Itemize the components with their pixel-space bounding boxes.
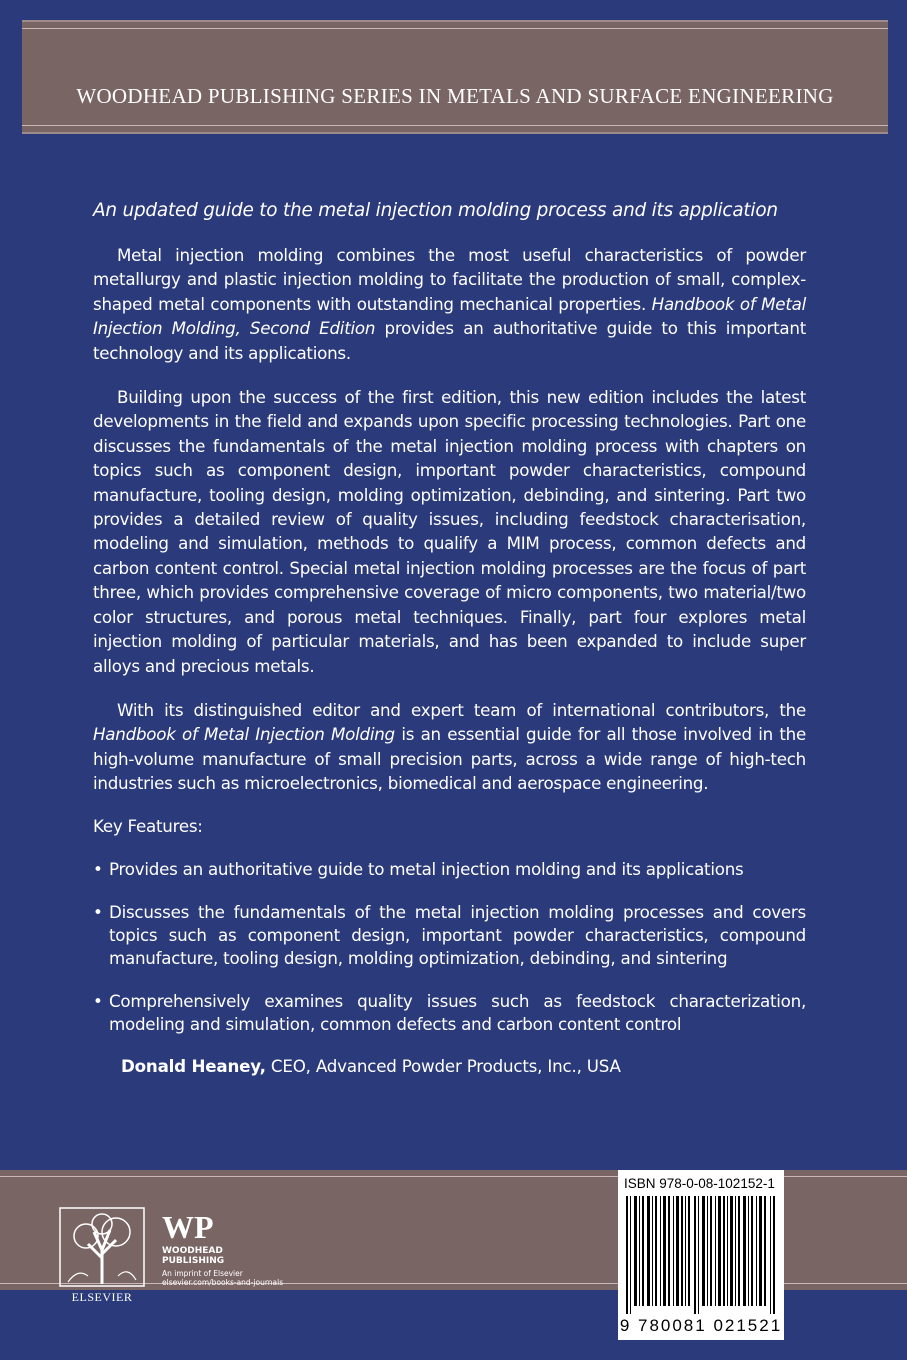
- feature-text: Provides an authoritative guide to metal injection molding and its applications: [109, 858, 744, 879]
- key-features-title: Key Features:: [93, 815, 203, 836]
- woodhead-logo: [162, 1209, 302, 1287]
- list-item: [93, 901, 806, 970]
- bullet: •: [93, 858, 103, 879]
- feature-text: Discusses the fundamentals of the metal injection molding processes and covers topics such as component design, important powder characteristics, compound manufacture, tooling design, molding optimization, debinding, and sintering: [109, 901, 806, 968]
- list-item: [93, 990, 806, 1036]
- barcode-icon: [626, 1196, 776, 1314]
- reviewer-affiliation: CEO, Advanced Powder Products, Inc., USA: [265, 1055, 621, 1076]
- back-cover-text: [93, 200, 806, 1076]
- series-banner: [22, 20, 888, 134]
- description-paragraph-2: Building upon the success of the first edition, this new edition includes the latest developments in the field and expands upon specific processing technologies. Part one discusses the fundamentals of the metal injection molding process with chapters on topics such as component design, important powder characteristics, compound manufacture, tooling design, molding optimization, debinding, and sintering. Part two provides a detailed review of quality issues, including feedstock characterisation, modeling and simulation, methods to qualify a MIM process, common defects and carbon content control. Special metal injection molding processes are the focus of part three, which provides comprehensive coverage of micro components, two material/two color structures, and porous metal techniques. Finally, part four explores metal injection molding of particular materials, and has been expanded to include super alloys and precious metals.: [93, 387, 806, 676]
- bullet: •: [93, 901, 103, 922]
- key-features-list: [93, 858, 806, 1036]
- wp-name-2: PUBLISHING: [162, 1256, 225, 1266]
- elsevier-logo: [58, 1206, 146, 1308]
- isbn-barcode-box: [618, 1170, 784, 1340]
- imprint-line-2: elsevier.com/books-and-journals: [162, 1278, 284, 1287]
- series-rule-bottom: [22, 125, 888, 126]
- imprint-line-1: An imprint of Elsevier: [162, 1269, 243, 1278]
- wp-mark: WP: [162, 1209, 214, 1245]
- barcode-digits: 9 780081 021521: [619, 1316, 783, 1335]
- list-item: [93, 858, 806, 881]
- tagline: An updated guide to the metal injection molding process and its application: [93, 200, 778, 221]
- bullet: •: [93, 990, 103, 1011]
- isbn-label: ISBN 978-0-08-102152-1: [624, 1176, 775, 1191]
- series-rule-top: [22, 28, 888, 29]
- p3-text-b: is an essential guide for all those involved in the high-volume manufacture of small precision parts, across a wide range of high-tech industries such as microelectronics, biomedical and aerospace engineering.: [93, 724, 806, 794]
- top-band: [0, 0, 907, 148]
- description-paragraph-1: [93, 243, 806, 365]
- reviewer-name: Donald Heaney,: [121, 1055, 266, 1076]
- reviewer-credit: [121, 1056, 806, 1076]
- p3-text-a: With its distinguished editor and expert team of international contributors, the: [117, 699, 806, 720]
- p1-book-title: Handbook of Metal Injection Molding, Second Edition: [93, 293, 806, 339]
- p3-book-title: Handbook of Metal Injection Molding: [93, 724, 395, 745]
- description-paragraph-3: [93, 698, 806, 796]
- elsevier-wordmark: ELSEVIER: [71, 1290, 133, 1304]
- p1-text-b: provides an authoritative guide to this important technology and its applications.: [93, 318, 806, 363]
- wp-name-1: WOODHEAD: [162, 1246, 223, 1256]
- p1-text-a: Metal injection molding combines the most useful characteristics of powder metallurgy and plastic injection molding to facilitate the production of small, complex-shaped metal components with outstanding mechanical properties.: [93, 245, 806, 314]
- feature-text: Comprehensively examines quality issues such as feedstock characterization, modeling and simulation, common defects and carbon content control: [109, 990, 806, 1034]
- series-title: WOODHEAD PUBLISHING SERIES IN METALS AND SURFACE ENGINEERING: [76, 84, 834, 108]
